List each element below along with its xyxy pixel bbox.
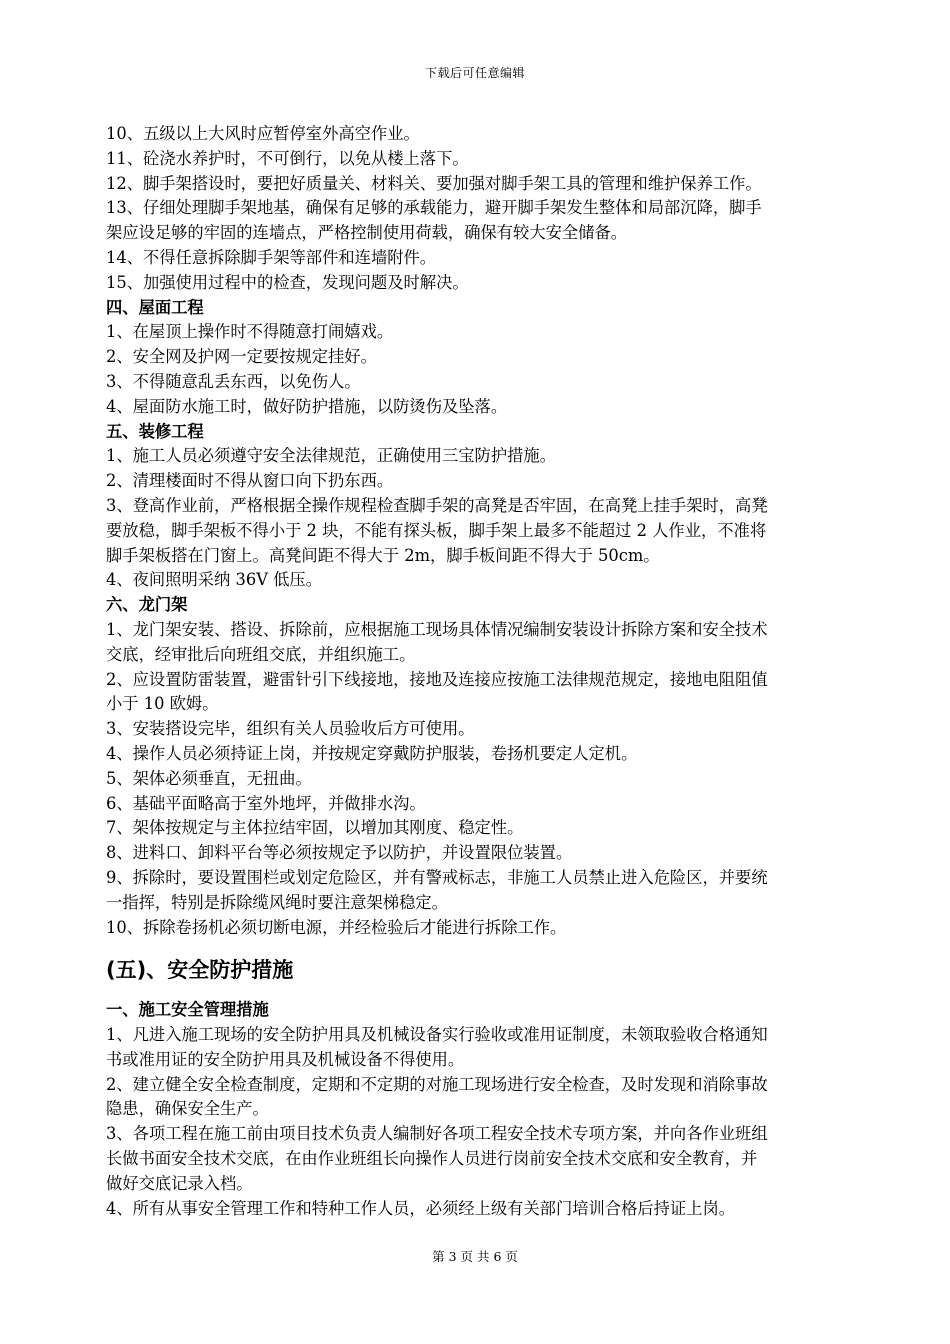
paragraph-line: 4、夜间照明采纳 36V 低压。	[106, 570, 322, 590]
paragraph-line: 书或准用证的安全防护用具及机械设备不得使用。	[106, 1049, 465, 1069]
section-heading: 六、龙门架	[106, 595, 188, 615]
section-heading: 四、屋面工程	[106, 297, 204, 317]
paragraph-line: 4、操作人员必须持证上岗，并按规定穿戴防护服装，卷扬机要定人定机。	[106, 743, 638, 763]
paragraph-line: 3、不得随意乱丢东西，以免伤人。	[106, 371, 361, 391]
paragraph-line: 12、脚手架搭设时，要把好质量关、材料关、要加强对脚手架工具的管理和维护保养工作。	[106, 173, 762, 193]
paragraph-line: 要放稳，脚手架板不得小于 2 块，不能有探头板，脚手架上最多不能超过 2 人作业，不准将	[106, 520, 767, 540]
paragraph-line: 14、不得任意拆除脚手架等部件和连墙附件。	[106, 247, 437, 267]
paragraph-line: 1、在屋顶上操作时不得随意打闹嬉戏。	[106, 322, 394, 342]
paragraph-line: 2、建立健全安全检查制度，定期和不定期的对施工现场进行安全检查，及时发现和消除事故	[106, 1074, 768, 1094]
paragraph-line: 架应设足够的牢固的连墙点，严格控制使用荷载，确保有较大安全储备。	[106, 223, 628, 243]
paragraph-line: 长做书面安全技术交底，在由作业班组长向操作人员进行岗前安全技术交底和安全教育，并	[106, 1149, 758, 1169]
paragraph-line: 4、屋面防水施工时，做好防护措施，以防烫伤及坠落。	[106, 396, 508, 416]
document-body	[106, 122, 886, 1221]
section-heading: 五、装修工程	[106, 421, 204, 441]
paragraph-line: 3、安装搭设完毕，组织有关人员验收后方可使用。	[106, 719, 475, 739]
paragraph-line: 1、施工人员必须遵守安全法律规范，正确使用三宝防护措施。	[106, 446, 556, 466]
paragraph-line: 6、基础平面略高于室外地坪，并做排水沟。	[106, 793, 426, 813]
paragraph-line: 小于 10 欧姆。	[106, 694, 219, 714]
paragraph-line: 2、应设置防雷装置，避雷针引下线接地，接地及连接应按施工法律规范规定，接地电阻阻值	[106, 669, 768, 689]
paragraph-line: 脚手架板搭在门窗上。高凳间距不得大于 2m，脚手板间距不得大于 50cm。	[106, 545, 660, 565]
paragraph-line: 3、登高作业前，严格根据全操作规程检查脚手架的高凳是否牢固，在高凳上挂手架时，高凳	[106, 495, 768, 515]
page-footer: 第 3 页 共 6 页	[432, 1249, 518, 1264]
paragraph-line: 10、拆除卷扬机必须切断电源，并经检验后才能进行拆除工作。	[106, 917, 567, 937]
paragraph-line: 7、架体按规定与主体拉结牢固，以增加其刚度、稳定性。	[106, 818, 524, 838]
paragraph-line: 9、拆除时，要设置围栏或划定危险区，并有警戒标志，非施工人员禁止进入危险区，并要统	[106, 867, 768, 887]
paragraph-line: 11、砼浇水养护时，不可倒行，以免从楼上落下。	[106, 148, 469, 168]
paragraph-line: 15、加强使用过程中的检查，发现问题及时解决。	[106, 272, 469, 292]
section-heading: 一、施工安全管理措施	[106, 1000, 269, 1020]
paragraph-line: 做好交底记录入档。	[106, 1173, 253, 1193]
paragraph-line: 隐患，确保安全生产。	[106, 1099, 269, 1119]
paragraph-line: 3、各项工程在施工前由项目技术负责人编制好各项工程安全技术专项方案，并向各作业班组	[106, 1124, 768, 1144]
paragraph-line: 2、清理楼面时不得从窗口向下扔东西。	[106, 471, 394, 491]
paragraph-line: 8、进料口、卸料平台等必须按规定予以防护，并设置限位装置。	[106, 843, 573, 863]
paragraph-line: 1、凡进入施工现场的安全防护用具及机械设备实行验收或准用证制度，未领取验收合格通知	[106, 1025, 768, 1045]
paragraph-line: 4、所有从事安全管理工作和特种工作人员，必须经上级有关部门培训合格后持证上岗。	[106, 1198, 736, 1218]
paragraph-line: 13、仔细处理脚手架地基，确保有足够的承载能力，避开脚手架发生整体和局部沉降，脚手	[106, 198, 762, 218]
page-header: 下载后可任意编辑	[424, 66, 525, 80]
chapter-heading: (五)、安全防护措施	[106, 958, 294, 983]
paragraph-line: 5、架体必须垂直，无扭曲。	[106, 768, 312, 788]
paragraph-line: 10、五级以上大风时应暂停室外高空作业。	[106, 124, 420, 143]
paragraph-line: 2、安全网及护网一定要按规定挂好。	[106, 347, 377, 367]
paragraph-line: 交底，经审批后向班组交底，并组织施工。	[106, 644, 416, 664]
paragraph-line: 一指挥，特别是拆除缆风绳时要注意架梯稳定。	[106, 892, 448, 912]
paragraph-line: 1、龙门架安装、搭设、拆除前，应根据施工现场具体情况编制安装设计拆除方案和安全技术	[106, 619, 768, 639]
